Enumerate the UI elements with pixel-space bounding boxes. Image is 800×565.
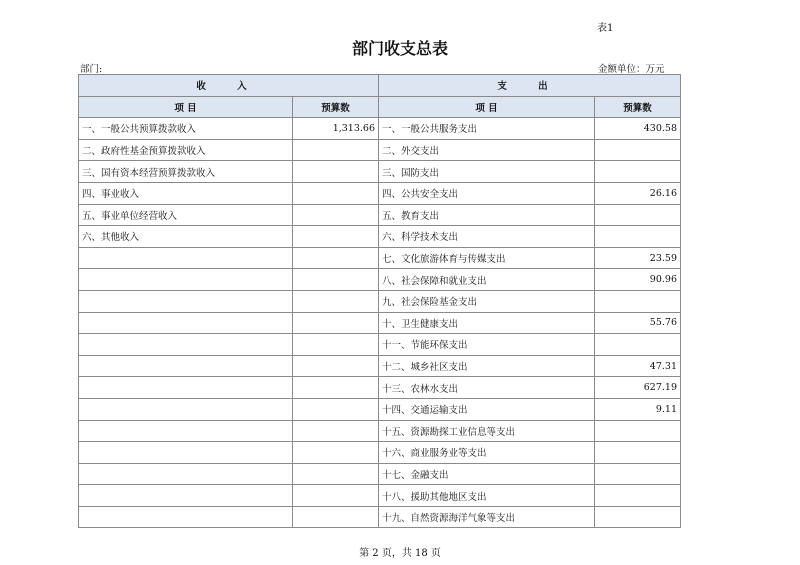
income-value-cell	[293, 182, 379, 204]
table-row	[79, 463, 681, 485]
income-item-cell	[79, 398, 293, 420]
expense-item-header: 项 目	[379, 96, 595, 118]
expense-value-cell	[595, 204, 681, 226]
income-item-cell	[79, 506, 293, 528]
table-row	[79, 377, 681, 399]
table-row	[79, 226, 681, 248]
income-item-cell	[79, 290, 293, 312]
income-value-cell	[293, 355, 379, 377]
expense-item-cell: 十二、城乡社区支出	[379, 355, 595, 377]
income-item-cell	[79, 463, 293, 485]
expense-item-cell: 五、教育支出	[379, 204, 595, 226]
table-row	[79, 420, 681, 442]
table-row	[79, 269, 681, 291]
expense-value-cell: 9.11	[595, 398, 681, 420]
expense-item-cell: 十七、金融支出	[379, 463, 595, 485]
income-item-cell: 五、事业单位经营收入	[79, 204, 293, 226]
income-value-cell	[293, 161, 379, 183]
income-item-cell	[79, 355, 293, 377]
expense-item-cell: 八、社会保障和就业支出	[379, 269, 595, 291]
section-header-row	[79, 75, 681, 97]
table-row	[79, 334, 681, 356]
table-row	[79, 139, 681, 161]
income-item-cell: 一、一般公共预算拨款收入	[79, 118, 293, 140]
income-item-cell: 六、其他收入	[79, 226, 293, 248]
income-item-cell: 二、政府性基金预算拨款收入	[79, 139, 293, 161]
table-row	[79, 118, 681, 140]
department-label: 部门:	[80, 64, 103, 75]
income-item-header: 项 目	[79, 96, 293, 118]
expense-item-cell: 十四、交通运输支出	[379, 398, 595, 420]
expense-value-cell: 47.31	[595, 355, 681, 377]
income-value-cell	[293, 139, 379, 161]
column-header-row	[79, 96, 681, 118]
expense-item-cell: 四、公共安全支出	[379, 182, 595, 204]
income-item-cell	[79, 377, 293, 399]
expense-value-cell: 90.96	[595, 269, 681, 291]
page-title: 部门收支总表	[351, 39, 448, 58]
expense-value-cell	[595, 334, 681, 356]
income-value-cell	[293, 398, 379, 420]
budget-summary-table	[78, 74, 681, 528]
income-value-cell	[293, 463, 379, 485]
expense-value-cell: 26.16	[595, 182, 681, 204]
income-value-cell	[293, 204, 379, 226]
income-item-cell	[79, 442, 293, 464]
table-row	[79, 161, 681, 183]
table-row	[79, 247, 681, 269]
income-value-cell	[293, 442, 379, 464]
expense-value-cell	[595, 420, 681, 442]
expense-item-cell: 七、文化旅游体育与传媒支出	[379, 247, 595, 269]
expense-item-cell: 一、一般公共服务支出	[379, 118, 595, 140]
expense-value-cell	[595, 506, 681, 528]
expense-item-cell: 十一、节能环保支出	[379, 334, 595, 356]
expense-value-cell: 23.59	[595, 247, 681, 269]
income-item-cell	[79, 269, 293, 291]
income-item-cell	[79, 247, 293, 269]
expense-item-cell: 十九、自然资源海洋气象等支出	[379, 506, 595, 528]
income-value-cell	[293, 269, 379, 291]
expense-item-cell: 三、国防支出	[379, 161, 595, 183]
expense-item-cell: 十六、商业服务业等支出	[379, 442, 595, 464]
expense-section-header: 支 出	[379, 75, 681, 97]
amount-unit-label: 金额单位：万元	[598, 64, 665, 75]
table-row	[79, 485, 681, 507]
expense-value-cell	[595, 161, 681, 183]
table-row	[79, 442, 681, 464]
income-value-cell	[293, 420, 379, 442]
expense-value-cell	[595, 485, 681, 507]
table-number-label: 表1	[597, 23, 614, 34]
income-value-cell	[293, 485, 379, 507]
table-row	[79, 204, 681, 226]
expense-budget-header: 预算数	[595, 96, 681, 118]
expense-value-cell: 627.19	[595, 377, 681, 399]
income-item-cell	[79, 312, 293, 334]
expense-item-cell: 九、社会保险基金支出	[379, 290, 595, 312]
expense-item-cell: 十五、资源勘探工业信息等支出	[379, 420, 595, 442]
income-section-header: 收 入	[79, 75, 379, 97]
income-value-cell	[293, 226, 379, 248]
expense-value-cell	[595, 139, 681, 161]
expense-value-cell	[595, 226, 681, 248]
income-value-cell: 1,313.66	[293, 118, 379, 140]
income-item-cell: 四、事业收入	[79, 182, 293, 204]
table-row	[79, 182, 681, 204]
expense-value-cell: 55.76	[595, 312, 681, 334]
income-item-cell: 三、国有资本经营预算拨款收入	[79, 161, 293, 183]
income-item-cell	[79, 334, 293, 356]
expense-value-cell	[595, 442, 681, 464]
table-row	[79, 290, 681, 312]
expense-item-cell: 十八、援助其他地区支出	[379, 485, 595, 507]
income-budget-header: 预算数	[293, 96, 379, 118]
table-row	[79, 355, 681, 377]
income-value-cell	[293, 290, 379, 312]
expense-item-cell: 十三、农林水支出	[379, 377, 595, 399]
table-row	[79, 398, 681, 420]
expense-item-cell: 二、外交支出	[379, 139, 595, 161]
income-value-cell	[293, 377, 379, 399]
income-item-cell	[79, 485, 293, 507]
table-row	[79, 312, 681, 334]
income-value-cell	[293, 506, 379, 528]
income-value-cell	[293, 334, 379, 356]
income-value-cell	[293, 312, 379, 334]
table-row	[79, 506, 681, 528]
expense-item-cell: 六、科学技术支出	[379, 226, 595, 248]
expense-value-cell	[595, 463, 681, 485]
income-value-cell	[293, 247, 379, 269]
expense-item-cell: 十、卫生健康支出	[379, 312, 595, 334]
page-number: 第 2 页，共 18 页	[359, 548, 441, 559]
expense-value-cell	[595, 290, 681, 312]
income-item-cell	[79, 420, 293, 442]
expense-value-cell: 430.58	[595, 118, 681, 140]
